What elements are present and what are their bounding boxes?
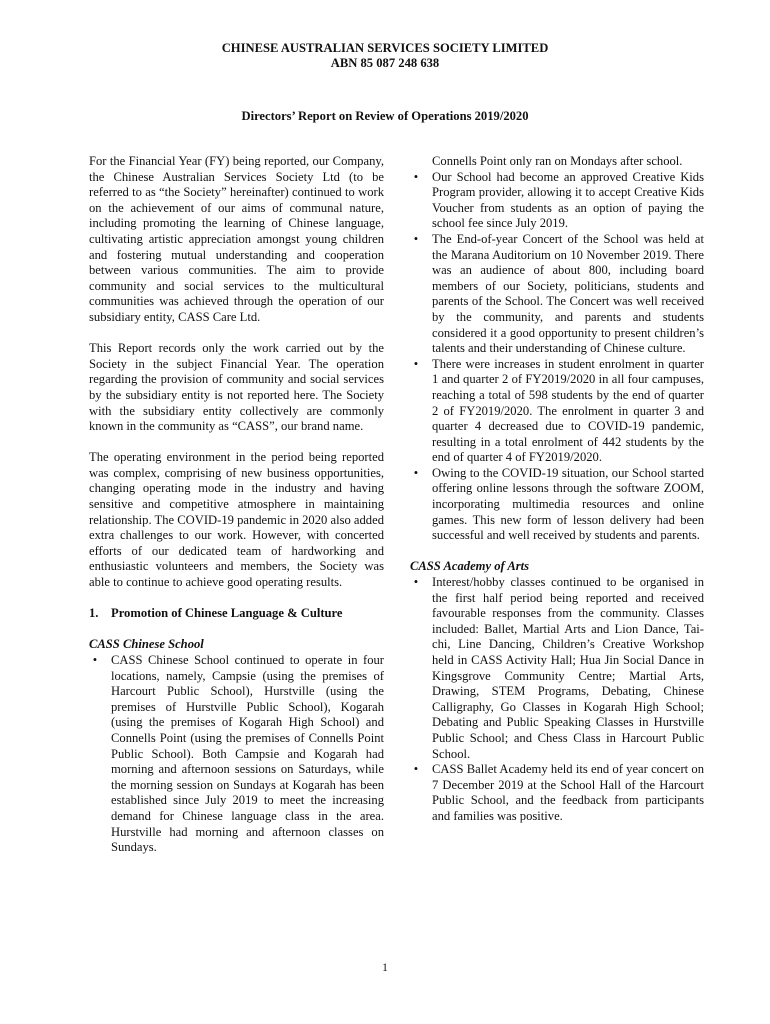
list-item bbox=[410, 232, 704, 357]
report-title: Directors’ Report on Review of Operations 2019/2020 bbox=[241, 109, 529, 123]
section-title: Promotion of Chinese Language & Culture bbox=[111, 606, 343, 621]
environment-paragraph: The operating environment in the period being reported was complex, comprising of new business opportunities, changing operating mode in the industry and having sensitive and competitive atmosphere in maintaining relationship. The COVID-19 pandemic in 2020 also added extra challenges to our work. However, with concerted efforts of our dedicated team of hardworking and enthusiastic volunteers and members, the Society was able to continue to achieve good operating results. bbox=[89, 450, 384, 590]
section-heading bbox=[89, 606, 384, 622]
academy-of-arts-heading: CASS Academy of Arts bbox=[410, 559, 530, 574]
list-item-text: Our School had become an approved Creative Kids Program provider, allowing it to accept Creative Kids Voucher from students as an option of paying the school fee since July 2019. bbox=[432, 169, 704, 231]
intro-paragraph: For the Financial Year (FY) being reported, our Company, the Chinese Australian Services Society Ltd (to be referred to as “the Society” hereinafter) continued to work on the achievement of our aims of communal nature, including promoting the learning of Chinese language, cultivating artistic appreciation amongst young children and fostering mutual understanding and cooperation between various communities. The aim to provide community and social services to the multicultural communities was achieved through the operation of our subsidiary entity, CASS Care Ltd. bbox=[89, 154, 384, 324]
left-column bbox=[89, 154, 384, 856]
list-item bbox=[410, 466, 704, 544]
list-item-text: CASS Ballet Academy held its end of year concert on 7 December 2019 at the School Hall of the Harcourt Public School, and the feedback from participants and families was positive. bbox=[432, 762, 704, 823]
bullet-icon: • bbox=[413, 356, 419, 371]
list-item bbox=[410, 762, 704, 824]
list-item bbox=[410, 575, 704, 762]
company-name: CHINESE AUSTRALIAN SERVICES SOCIETY LIMITED bbox=[221, 41, 549, 55]
list-item-text: Owing to the COVID-19 situation, our School started offering online lessons through the software ZOOM, incorporating multimedia resources and online games. This new form of lesson delivery had been successful and well received by students and parents. bbox=[432, 465, 704, 543]
list-item bbox=[410, 357, 704, 466]
list-item-text: CASS Chinese School continued to operate in four locations, namely, Campsie (using the premises of Harcourt Public School), Hurstville (using the premises of Hurstville Public School), Kogarah (using the premises of Kogarah High School) and Connells Point (using the premises of Connells Point Public School). Both Campsie and Kogarah had morning and afternoon sessions on Saturdays, while the morning session on Sundays at Kogarah has been established since July 2019 to meet the increasing demand for Chinese language class in the area. Hurstville had morning and afternoon classes on Sundays. bbox=[111, 653, 384, 855]
company-header bbox=[0, 41, 770, 71]
list-item-continuation: Connells Point only ran on Mondays after school. bbox=[432, 154, 683, 168]
page-number: 1 bbox=[382, 962, 388, 974]
bullet-icon: • bbox=[413, 169, 419, 184]
right-column bbox=[410, 154, 704, 825]
list-item-text: There were increases in student enrolment in quarter 1 and quarter 2 of FY2019/2020 in all four campuses, reaching a total of 598 students by the end of quarter 2 of FY2019/2020. The enrolment in quarter 3 and quarter 4 decreased due to COVID-19 pandemic, resulting in a total enrolment of 442 students by the end of quarter 4 of FY2019/2020. bbox=[432, 356, 704, 465]
academy-of-arts-list bbox=[410, 575, 704, 825]
bullet-icon: • bbox=[413, 465, 419, 480]
bullet-icon: • bbox=[413, 231, 419, 246]
chinese-school-list-continued bbox=[410, 170, 704, 544]
spacer bbox=[410, 544, 704, 560]
bullet-icon: • bbox=[413, 762, 419, 777]
list-item-text: Interest/hobby classes continued to be organised in the first half period being reported and received favourable responses from the community. Classes included: Ballet, Martial Arts and Lion Dance, Tai-chi, Line Dancing, Children’s Creative Workshop held in CASS Activity Hall; Hua Jin Social Dance in Kingsgrove Community Centre; Martial Arts, Drawing, STEM Programs, Debating, Chinese Calligraphy, Go Classes in Kogarah High School; Debating and Public Speaking Classes in Hurstville Public School; and Chess Class in Harcourt Public School. bbox=[432, 575, 704, 761]
chinese-school-list bbox=[89, 653, 384, 856]
bullet-icon: • bbox=[92, 653, 98, 667]
list-item bbox=[410, 170, 704, 232]
company-abn: ABN 85 087 248 638 bbox=[330, 56, 440, 70]
list-item bbox=[89, 653, 384, 856]
chinese-school-heading: CASS Chinese School bbox=[89, 637, 204, 652]
bullet-icon: • bbox=[413, 575, 419, 590]
scope-paragraph: This Report records only the work carried out by the Society in the subject Financial Year. The operation regarding the provision of community and social services by the subsidiary entity is not reported here. The Society with the subsidiary entity collectively are commonly known in the community as “CASS”, our brand name. bbox=[89, 341, 384, 434]
section-number: 1. bbox=[89, 606, 99, 621]
list-item-text: The End-of-year Concert of the School was held at the Marana Auditorium on 10 November 2019. There was an audience of about 800, including board members of our Society, politicians, students and parents of the School. The Concert was well received by the community, and parents and students considered it a good opportunity to present children’s talents and their understanding of Chinese culture. bbox=[432, 231, 704, 356]
